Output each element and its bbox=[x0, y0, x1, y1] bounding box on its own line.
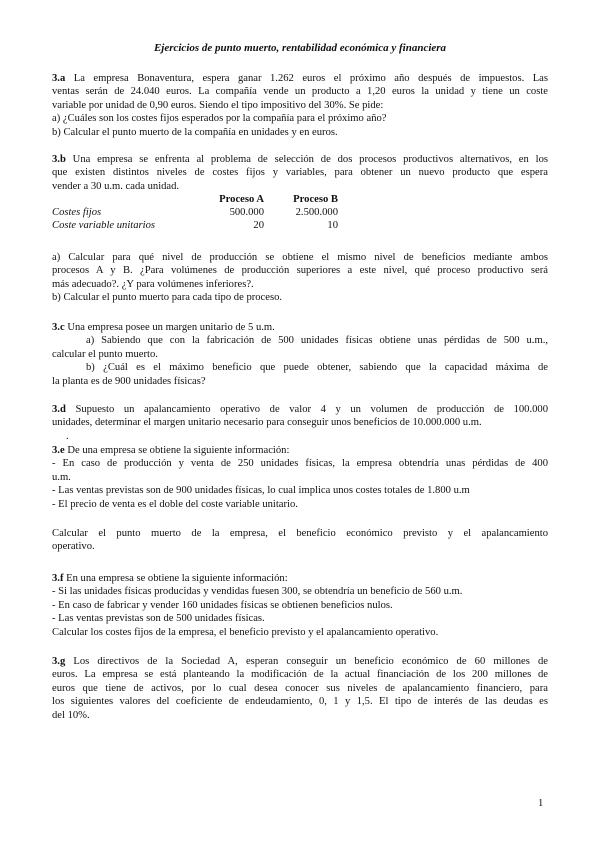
text-line: En una empresa se obtiene la siguiente información: bbox=[66, 573, 288, 584]
question-item: a) Calcular para qué nivel de producción se obtiene el mismo nivel de beneficios mediante ambos bbox=[52, 252, 548, 263]
cost-table bbox=[52, 193, 338, 232]
question-item: más adecuado?. ¿Y para volúmenes inferiores?. bbox=[52, 278, 254, 290]
text-line: variable por unidad de 0,90 euros. Siendo el tipo impositivo del 30%. Se pide: bbox=[52, 99, 384, 111]
text-line: unidades, determinar el margen unitario necesario para conseguir unos beneficios de 10.000.000 u.m. bbox=[52, 417, 482, 429]
stray-dot: . bbox=[66, 430, 69, 442]
row-label: Coste variable unitarios bbox=[52, 220, 155, 232]
text-line: euros que tiene de activos, por lo cual desea conocer sus niveles de apalancamiento financiero, para bbox=[52, 682, 548, 694]
info-item-continuation: u.m. bbox=[52, 471, 71, 483]
cell-value: 10 bbox=[327, 220, 338, 232]
text-line: Una empresa posee un margen unitario de 5 u.m. bbox=[67, 322, 275, 333]
info-item: - En caso de producción y venta de 250 unidades físicas, la empresa obtendría unas pérdidas de 400 bbox=[52, 458, 548, 470]
question-item: a) ¿Cuáles son los costes fijos esperados por la compañía para el próximo año? bbox=[52, 113, 387, 125]
question-item: calcular el punto muerto. bbox=[52, 348, 158, 360]
row-label: Costes fijos bbox=[52, 207, 102, 219]
exercise-3e-question bbox=[52, 527, 548, 554]
exercise-3c bbox=[52, 321, 548, 388]
exercise-3g bbox=[52, 655, 548, 722]
exercise-3b-questions bbox=[52, 251, 548, 305]
info-item: - Las ventas previstas son de 500 unidades físicas. bbox=[52, 613, 265, 625]
cell-value: 2.500.000 bbox=[295, 207, 338, 219]
page-number: 1 bbox=[538, 798, 544, 809]
text-line: los siguientes valores del coeficiente de endeudamiento, 0, 1 y 1,5. El tipo de interés de las deudas es bbox=[52, 696, 548, 708]
question-item: operativo. bbox=[52, 541, 95, 553]
question-item: b) ¿Cuál es el máximo beneficio que puede obtener, sabiendo que la capacidad máxima de bbox=[86, 362, 548, 374]
question-item: la planta es de 900 unidades físicas? bbox=[52, 375, 206, 387]
cell-value: 20 bbox=[253, 220, 264, 232]
text-line: vender a 30 u.m. cada unidad. bbox=[52, 180, 180, 192]
info-item: - Si las unidades físicas producidas y vendidas fuesen 300, se obtendría un beneficio de 560 u.m. bbox=[52, 586, 463, 598]
exercise-3e bbox=[52, 444, 548, 511]
exercise-3d bbox=[52, 403, 548, 443]
exercise-number: 3.f bbox=[52, 573, 64, 584]
exercise-number: 3.d bbox=[52, 404, 66, 415]
text-line: Los directivos de la Sociedad A, esperan conseguir un beneficio económico de 60 millones de bbox=[73, 656, 548, 667]
exercise-number: 3.b bbox=[52, 154, 66, 165]
text-line: euros. La empresa se está planteando la modificación de la actual financiación de los 200 millones de bbox=[52, 669, 548, 681]
text-line: Una empresa se enfrenta al problema de selección de dos procesos productivos alternativos, en los bbox=[72, 154, 548, 165]
info-item: - En caso de fabricar y vender 160 unidades físicas se obtienen beneficios nulos. bbox=[52, 599, 393, 611]
table-row bbox=[52, 219, 338, 232]
exercise-number: 3.e bbox=[52, 445, 65, 456]
text-line: del 10%. bbox=[52, 709, 90, 721]
text-line: ventas serán de 24.040 euros. La compañía vende un producto a 1,20 euros la unidad y tiene un coste bbox=[52, 86, 548, 98]
column-header-process-a: Proceso A bbox=[219, 194, 264, 206]
question-item: b) Calcular el punto muerto de la compañía en unidades y en euros. bbox=[52, 126, 338, 138]
text-line: Supuesto un apalancamiento operativo de valor 4 y un volumen de producción de 100.000 bbox=[75, 404, 548, 415]
question-item: Calcular el punto muerto de la empresa, el beneficio económico previsto y el apalancamiento bbox=[52, 528, 548, 539]
text-line: que existen distintos niveles de costes fijos y variables, para obtener un nuevo producto que espera bbox=[52, 167, 548, 179]
table-row bbox=[52, 206, 338, 219]
exercise-number: 3.c bbox=[52, 322, 65, 333]
exercise-3f bbox=[52, 572, 548, 639]
exercise-3a bbox=[52, 72, 548, 139]
table-header-row bbox=[52, 193, 338, 206]
text-line: La empresa Bonaventura, espera ganar 1.262 euros el próximo año después de impuestos. Las bbox=[73, 73, 548, 84]
info-item: - Las ventas previstas son de 900 unidades físicas, lo cual implica unos costes totales de 1.800 u.m bbox=[52, 485, 470, 497]
text-line: De una empresa se obtiene la siguiente información: bbox=[67, 445, 290, 456]
exercise-3b bbox=[52, 153, 548, 232]
exercise-number: 3.a bbox=[52, 73, 66, 84]
question-item: procesos A y B. ¿Para volúmenes de producción superiores a este nivel, qué proceso productivo será bbox=[52, 265, 548, 277]
question-item: Calcular los costes fijos de la empresa, el beneficio previsto y el apalancamiento operativo. bbox=[52, 626, 439, 638]
info-item: - El precio de venta es el doble del coste variable unitario. bbox=[52, 498, 298, 510]
page-title: Ejercicios de punto muerto, rentabilidad económica y financiera bbox=[153, 42, 447, 54]
cell-value: 500.000 bbox=[229, 207, 264, 219]
question-item: a) Sabiendo que con la fabricación de 500 unidades físicas obtiene unas pérdidas de 500 u.m., bbox=[86, 335, 548, 347]
column-header-process-b: Proceso B bbox=[293, 194, 338, 206]
question-item: b) Calcular el punto muerto para cada tipo de proceso. bbox=[52, 292, 283, 304]
exercise-number: 3.g bbox=[52, 656, 66, 667]
